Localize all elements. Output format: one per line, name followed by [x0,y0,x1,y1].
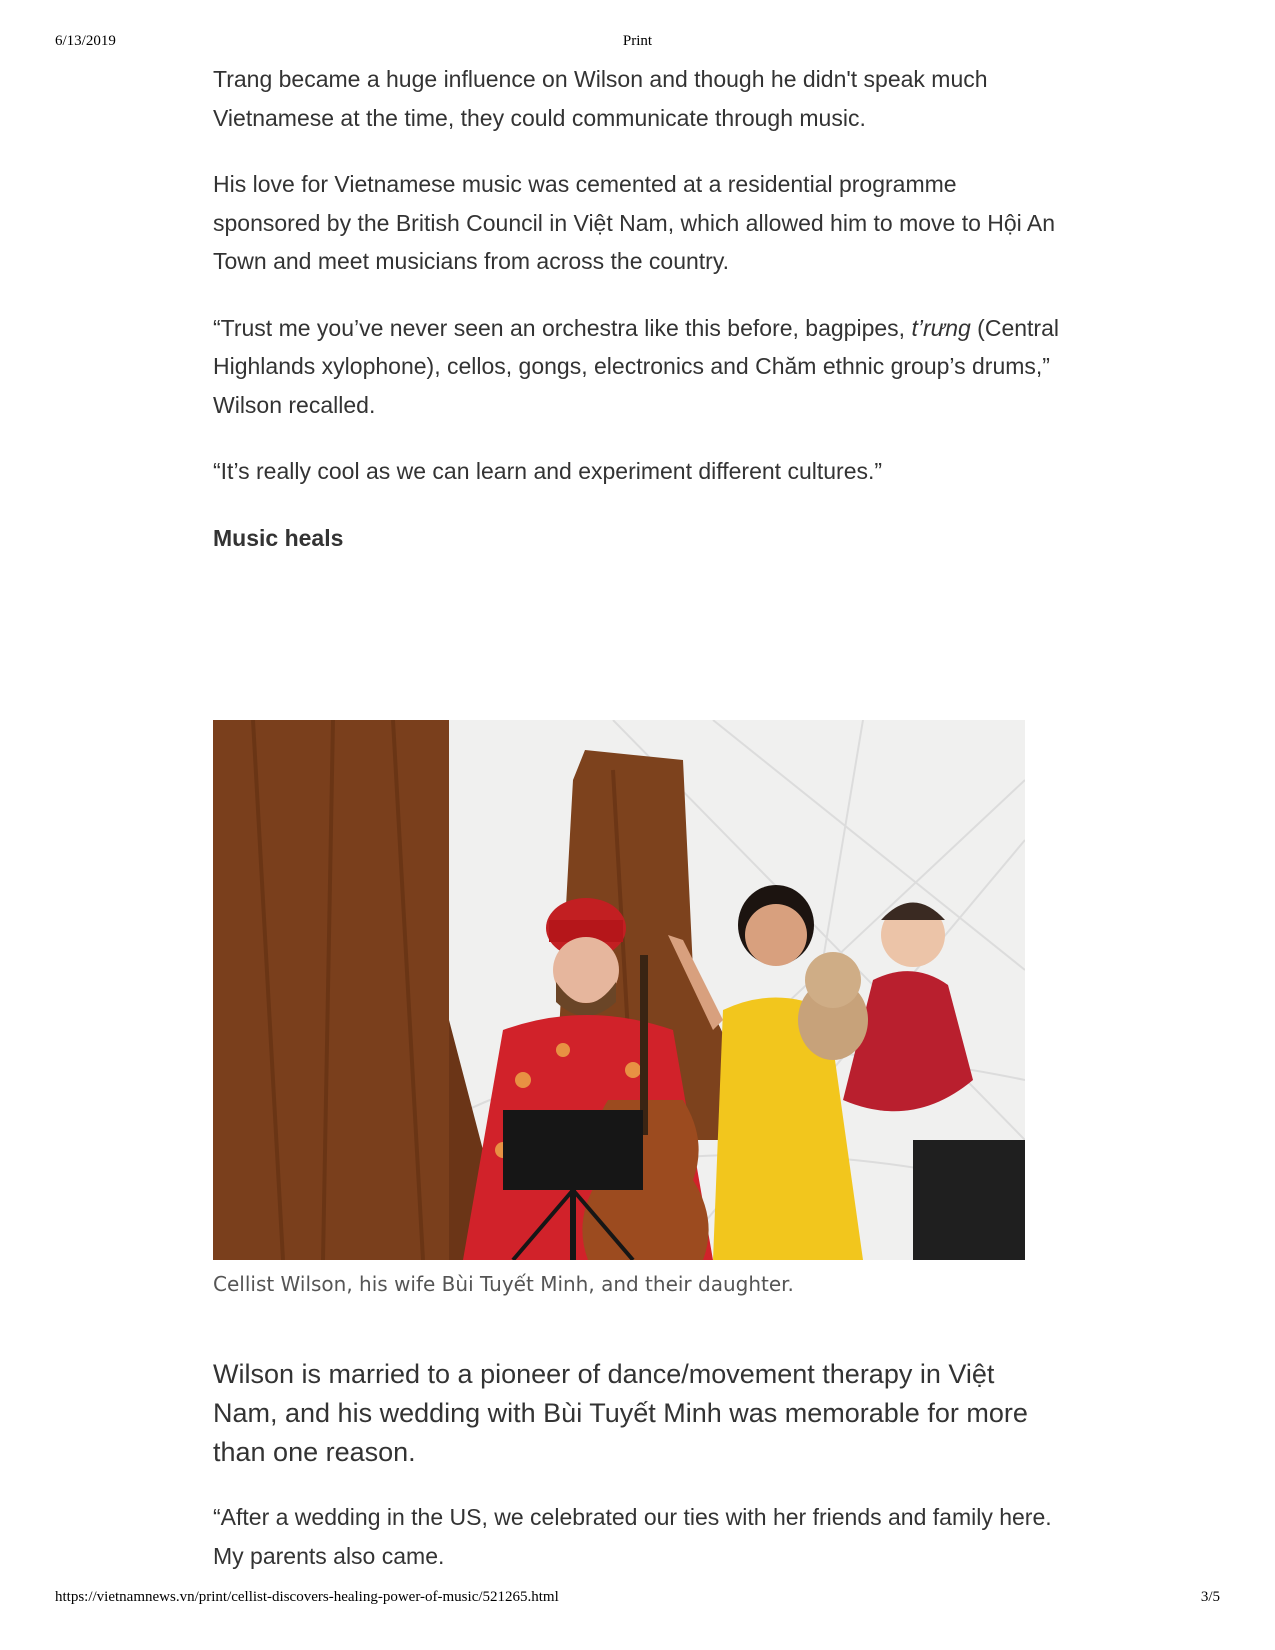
article-continued [213,1355,1063,1603]
paragraph-cultures-quote: “It’s really cool as we can learn and experiment different cultures.” [213,458,883,484]
quote-italic-term: t’rưng [911,314,971,341]
paragraph-married: Wilson is married to a pioneer of dance/movement therapy in Việt Nam, and his wedding with Bùi Tuyết Minh was memorable for more than one reason. [213,1359,1028,1467]
print-date: 6/13/2019 [55,33,116,49]
paragraph-british-council: His love for Vietnamese music was cemented at a residential programme sponsored by the British Council in Việt Nam, which allowed him to move to Hội An Town and meet musicians from across the country. [213,171,1056,274]
quote-text-start: “Trust me you’ve never seen an orchestra like this before, bagpipes, [213,314,912,341]
quote-text-end: (Central Highlands xylophone), cellos, gongs, electronics and Chăm ethnic group’s drums,” Wilson recalled. [213,314,1059,418]
paragraph-wedding-quote: “After a wedding in the US, we celebrated our ties with her friends and family here. My parents also came. [213,1504,1052,1569]
section-heading: Music heals [213,524,344,551]
photo-caption: Cellist Wilson, his wife Bùi Tuyết Minh, and their daughter. [213,1272,794,1296]
photo-illustration [213,720,1025,1260]
article-body [213,60,1063,557]
paragraph-orchestra-quote [213,309,1063,425]
print-url: https://vietnamnews.vn/print/cellist-discovers-healing-power-of-music/521265.html [55,1589,559,1605]
article-photo [213,720,1025,1260]
print-title: Print [622,33,653,49]
paragraph-trang: Trang became a huge influence on Wilson and though he didn't speak much Vietnamese at the time, they could communicate through music. [213,66,988,131]
page-number: 3/5 [1200,1589,1220,1605]
